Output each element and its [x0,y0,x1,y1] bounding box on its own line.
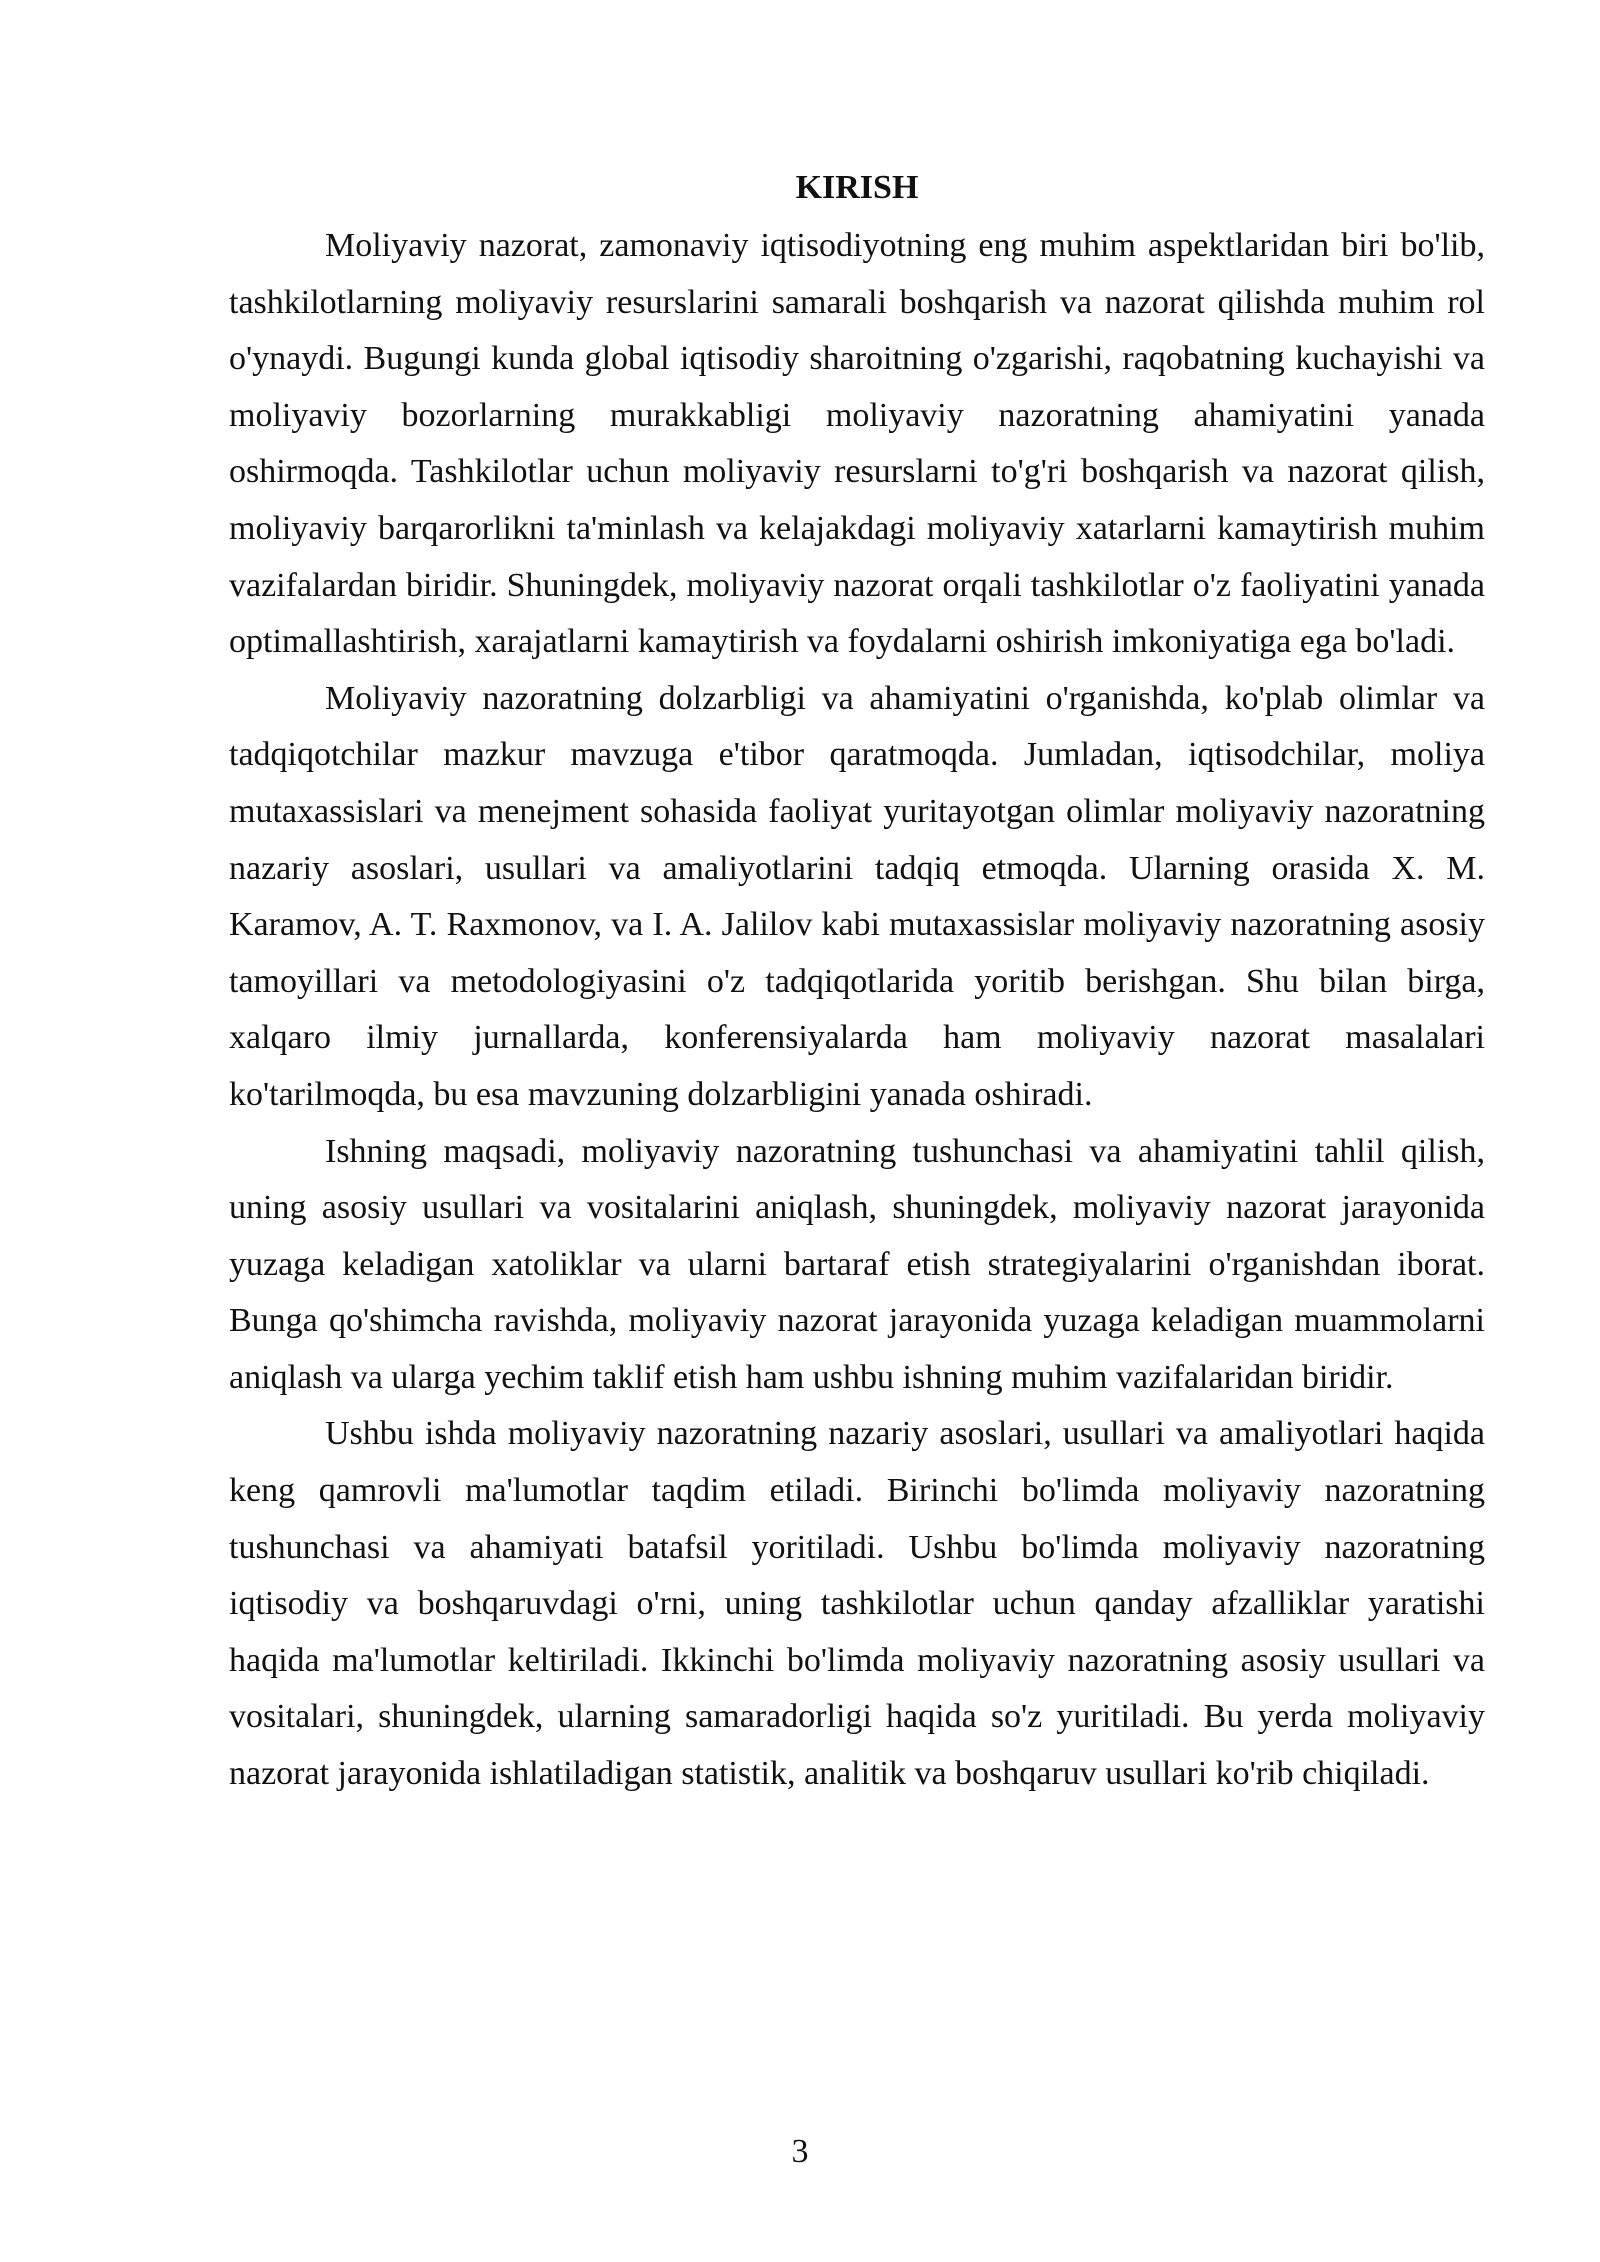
page-title: KIRISH [795,169,919,206]
paragraph-1: Moliyaviy nazorat, zamonaviy iqtisodiyotning eng muhim aspektlaridan biri bo'lib, tashkilotlarning moliyaviy resurslarini samarali boshqarish va nazorat qilishda muhim rol o'ynaydi. Bugungi kunda global iqtisodiy sharoitning o'zgarishi, raqobatning kuchayishi va moliyaviy bozorlarning murakkabligi moliyaviy nazoratning ahamiyatini yanada oshirmoqda. Tashkilotlar uchun moliyaviy resurslarni to'g'ri boshqarish va nazorat qilish, moliyaviy barqarorlikni ta'minlash va kelajakdagi moliyaviy xatarlarni kamaytirish muhim vazifalardan biridir. Shuningdek, moliyaviy nazorat orqali tashkilotlar o'z faoliyatini yanada optimallashtirish, xarajatlarni kamaytirish va foydalarni oshirish imkoniyatiga ega bo'ladi. [229,227,1485,661]
page-number: 3 [791,2133,809,2170]
paragraph-3: Ishning maqsadi, moliyaviy nazoratning tushunchasi va ahamiyatini tahlil qilish, uning asosiy usullari va vositalarini aniqlash, shuningdek, moliyaviy nazorat jarayonida yuzaga keladigan xatoliklar va ularni bartaraf etish strategiyalarini o'rganishdan iborat. Bunga qo'shimcha ravishda, moliyaviy nazorat jarayonida yuzaga keladigan muammolarni aniqlash va ularga yechim taklif etish ham ushbu ishning muhim vazifalaridan biridir. [229,1132,1485,1396]
page-content [229,160,1485,1803]
paragraph-4: Ushbu ishda moliyaviy nazoratning nazariy asoslari, usullari va amaliyotlari haqida keng qamrovli ma'lumotlar taqdim etiladi. Birinchi bo'limda moliyaviy nazoratning tushunchasi va ahamiyati batafsil yoritiladi. Ushbu bo'limda moliyaviy nazoratning iqtisodiy va boshqaruvdagi o'rni, uning tashkilotlar uchun qanday afzalliklar yaratishi haqida ma'lumotlar keltiriladi. Ikkinchi bo'limda moliyaviy nazoratning asosiy usullari va vositalari, shuningdek, ularning samaradorligi haqida so'z yuritiladi. Bu yerda moliyaviy nazorat jarayonida ishlatiladigan statistik, analitik va boshqaruv usullari ko'rib chiqiladi. [229,1415,1485,1793]
paragraph-2: Moliyaviy nazoratning dolzarbligi va ahamiyatini o'rganishda, ko'plab olimlar va tadqiqotchilar mazkur mavzuga e'tibor qaratmoqda. Jumladan, iqtisodchilar, moliya mutaxassislari va menejment sohasida faoliyat yuritayotgan olimlar moliyaviy nazoratning nazariy asoslari, usullari va amaliyotlarini tadqiq etmoqda. Ularning orasida X. M. Karamov, A. T. Raxmonov, va I. A. Jalilov kabi mutaxassislar moliyaviy nazoratning asosiy tamoyillari va metodologiyasini o'z tadqiqotlarida yoritib berishgan. Shu bilan birga, xalqaro ilmiy jurnallarda, konferensiyalarda ham moliyaviy nazorat masalalari ko'tarilmoqda, bu esa mavzuning dolzarbligini yanada oshiradi. [229,679,1485,1113]
